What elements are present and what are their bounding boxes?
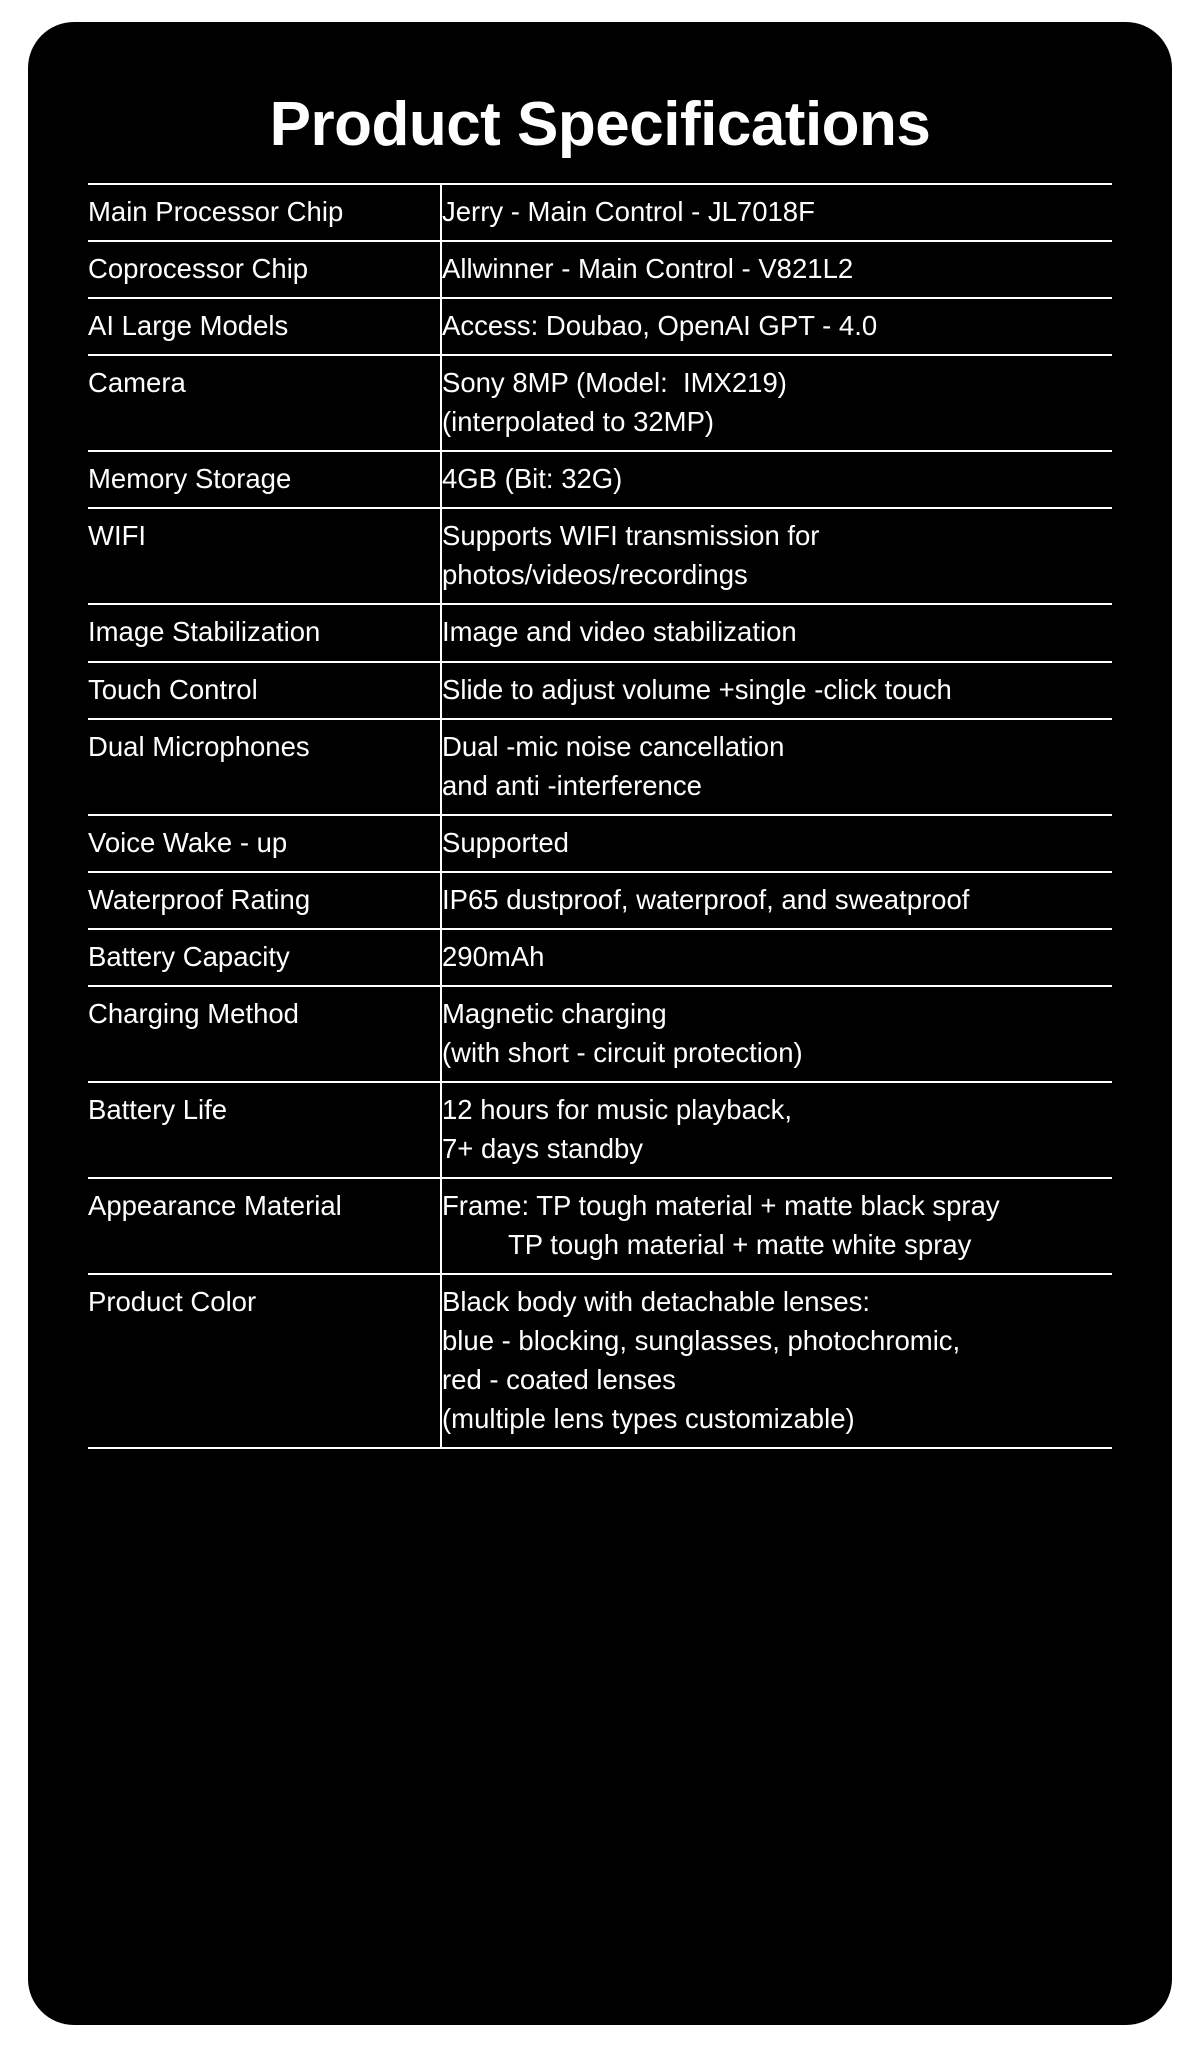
spec-value — [441, 719, 1112, 815]
spec-value-line: Slide to adjust volume +single -click touch — [442, 673, 952, 705]
table-row — [88, 815, 1112, 872]
spec-value-line: (multiple lens types customizable) — [442, 1403, 855, 1435]
spec-value-line: 12 hours for music playback, — [442, 1093, 793, 1125]
spec-value-line: 4GB (Bit: 32G) — [442, 463, 623, 495]
table-row — [88, 604, 1112, 661]
spec-value — [441, 355, 1112, 451]
spec-value — [441, 508, 1112, 604]
spec-label: WIFI — [88, 508, 441, 604]
specifications-table — [88, 183, 1112, 1449]
spec-label: Product Color — [88, 1274, 441, 1448]
spec-value-line: Access: Doubao, OpenAI GPT - 4.0 — [442, 310, 878, 342]
spec-value — [441, 662, 1112, 719]
spec-value-line: blue - blocking, sunglasses, photochromic, — [442, 1325, 961, 1357]
spec-value-line: 290mAh — [442, 940, 545, 972]
table-row — [88, 1178, 1112, 1274]
specifications-table-body — [88, 184, 1112, 1448]
spec-value — [441, 815, 1112, 872]
spec-label: Camera — [88, 355, 441, 451]
spec-value — [441, 1274, 1112, 1448]
table-row — [88, 872, 1112, 929]
spec-value — [441, 604, 1112, 661]
table-row — [88, 298, 1112, 355]
spec-label: Memory Storage — [88, 451, 441, 508]
spec-label: Waterproof Rating — [88, 872, 441, 929]
spec-value-line: Frame: TP tough material + matte black spray — [442, 1189, 1000, 1221]
spec-value — [441, 298, 1112, 355]
spec-label: Main Processor Chip — [88, 184, 441, 241]
table-row — [88, 355, 1112, 451]
spec-value-line: (with short - circuit protection) — [442, 1036, 803, 1068]
spec-value-line: Supports WIFI transmission for — [442, 520, 820, 552]
spec-value-line: Black body with detachable lenses: — [442, 1286, 871, 1318]
spec-label: Appearance Material — [88, 1178, 441, 1274]
spec-label: Battery Capacity — [88, 929, 441, 986]
spec-label: Dual Microphones — [88, 719, 441, 815]
spec-value-line: (interpolated to 32MP) — [442, 406, 715, 438]
spec-value — [441, 1178, 1112, 1274]
spec-label: Voice Wake - up — [88, 815, 441, 872]
table-row — [88, 662, 1112, 719]
table-row — [88, 241, 1112, 298]
table-row — [88, 184, 1112, 241]
spec-value-line: Image and video stabilization — [442, 616, 797, 648]
spec-label: AI Large Models — [88, 298, 441, 355]
spec-value — [441, 872, 1112, 929]
spec-value-line: Jerry - Main Control - JL7018F — [442, 196, 815, 228]
spec-label: Coprocessor Chip — [88, 241, 441, 298]
page-title: Product Specifications — [269, 90, 931, 159]
spec-value-line: Allwinner - Main Control - V821L2 — [442, 253, 854, 285]
spec-value-line: IP65 dustproof, waterproof, and sweatproof — [442, 883, 970, 915]
spec-value — [441, 929, 1112, 986]
spec-label: Image Stabilization — [88, 604, 441, 661]
table-row — [88, 451, 1112, 508]
spec-value-line: red - coated lenses — [442, 1364, 676, 1396]
spec-value-line: TP tough material + matte white spray — [508, 1229, 972, 1261]
table-row — [88, 508, 1112, 604]
spec-value-line: 7+ days standby — [442, 1132, 644, 1164]
table-row — [88, 1274, 1112, 1448]
spec-label: Battery Life — [88, 1082, 441, 1178]
spec-value — [441, 184, 1112, 241]
spec-card — [28, 22, 1172, 2025]
spec-value — [441, 451, 1112, 508]
spec-value — [441, 986, 1112, 1082]
spec-value-line: Sony 8MP (Model: IMX219) — [442, 367, 787, 399]
table-row — [88, 1082, 1112, 1178]
spec-value-line: Magnetic charging — [442, 997, 667, 1029]
spec-value-line: and anti -interference — [442, 769, 702, 801]
table-row — [88, 986, 1112, 1082]
spec-label: Charging Method — [88, 986, 441, 1082]
spec-label: Touch Control — [88, 662, 441, 719]
spec-value-line: Dual -mic noise cancellation — [442, 730, 785, 762]
spec-value — [441, 1082, 1112, 1178]
table-row — [88, 719, 1112, 815]
spec-value-line: photos/videos/recordings — [442, 559, 748, 591]
spec-value-line: Supported — [442, 826, 569, 858]
spec-value — [441, 241, 1112, 298]
table-row — [88, 929, 1112, 986]
